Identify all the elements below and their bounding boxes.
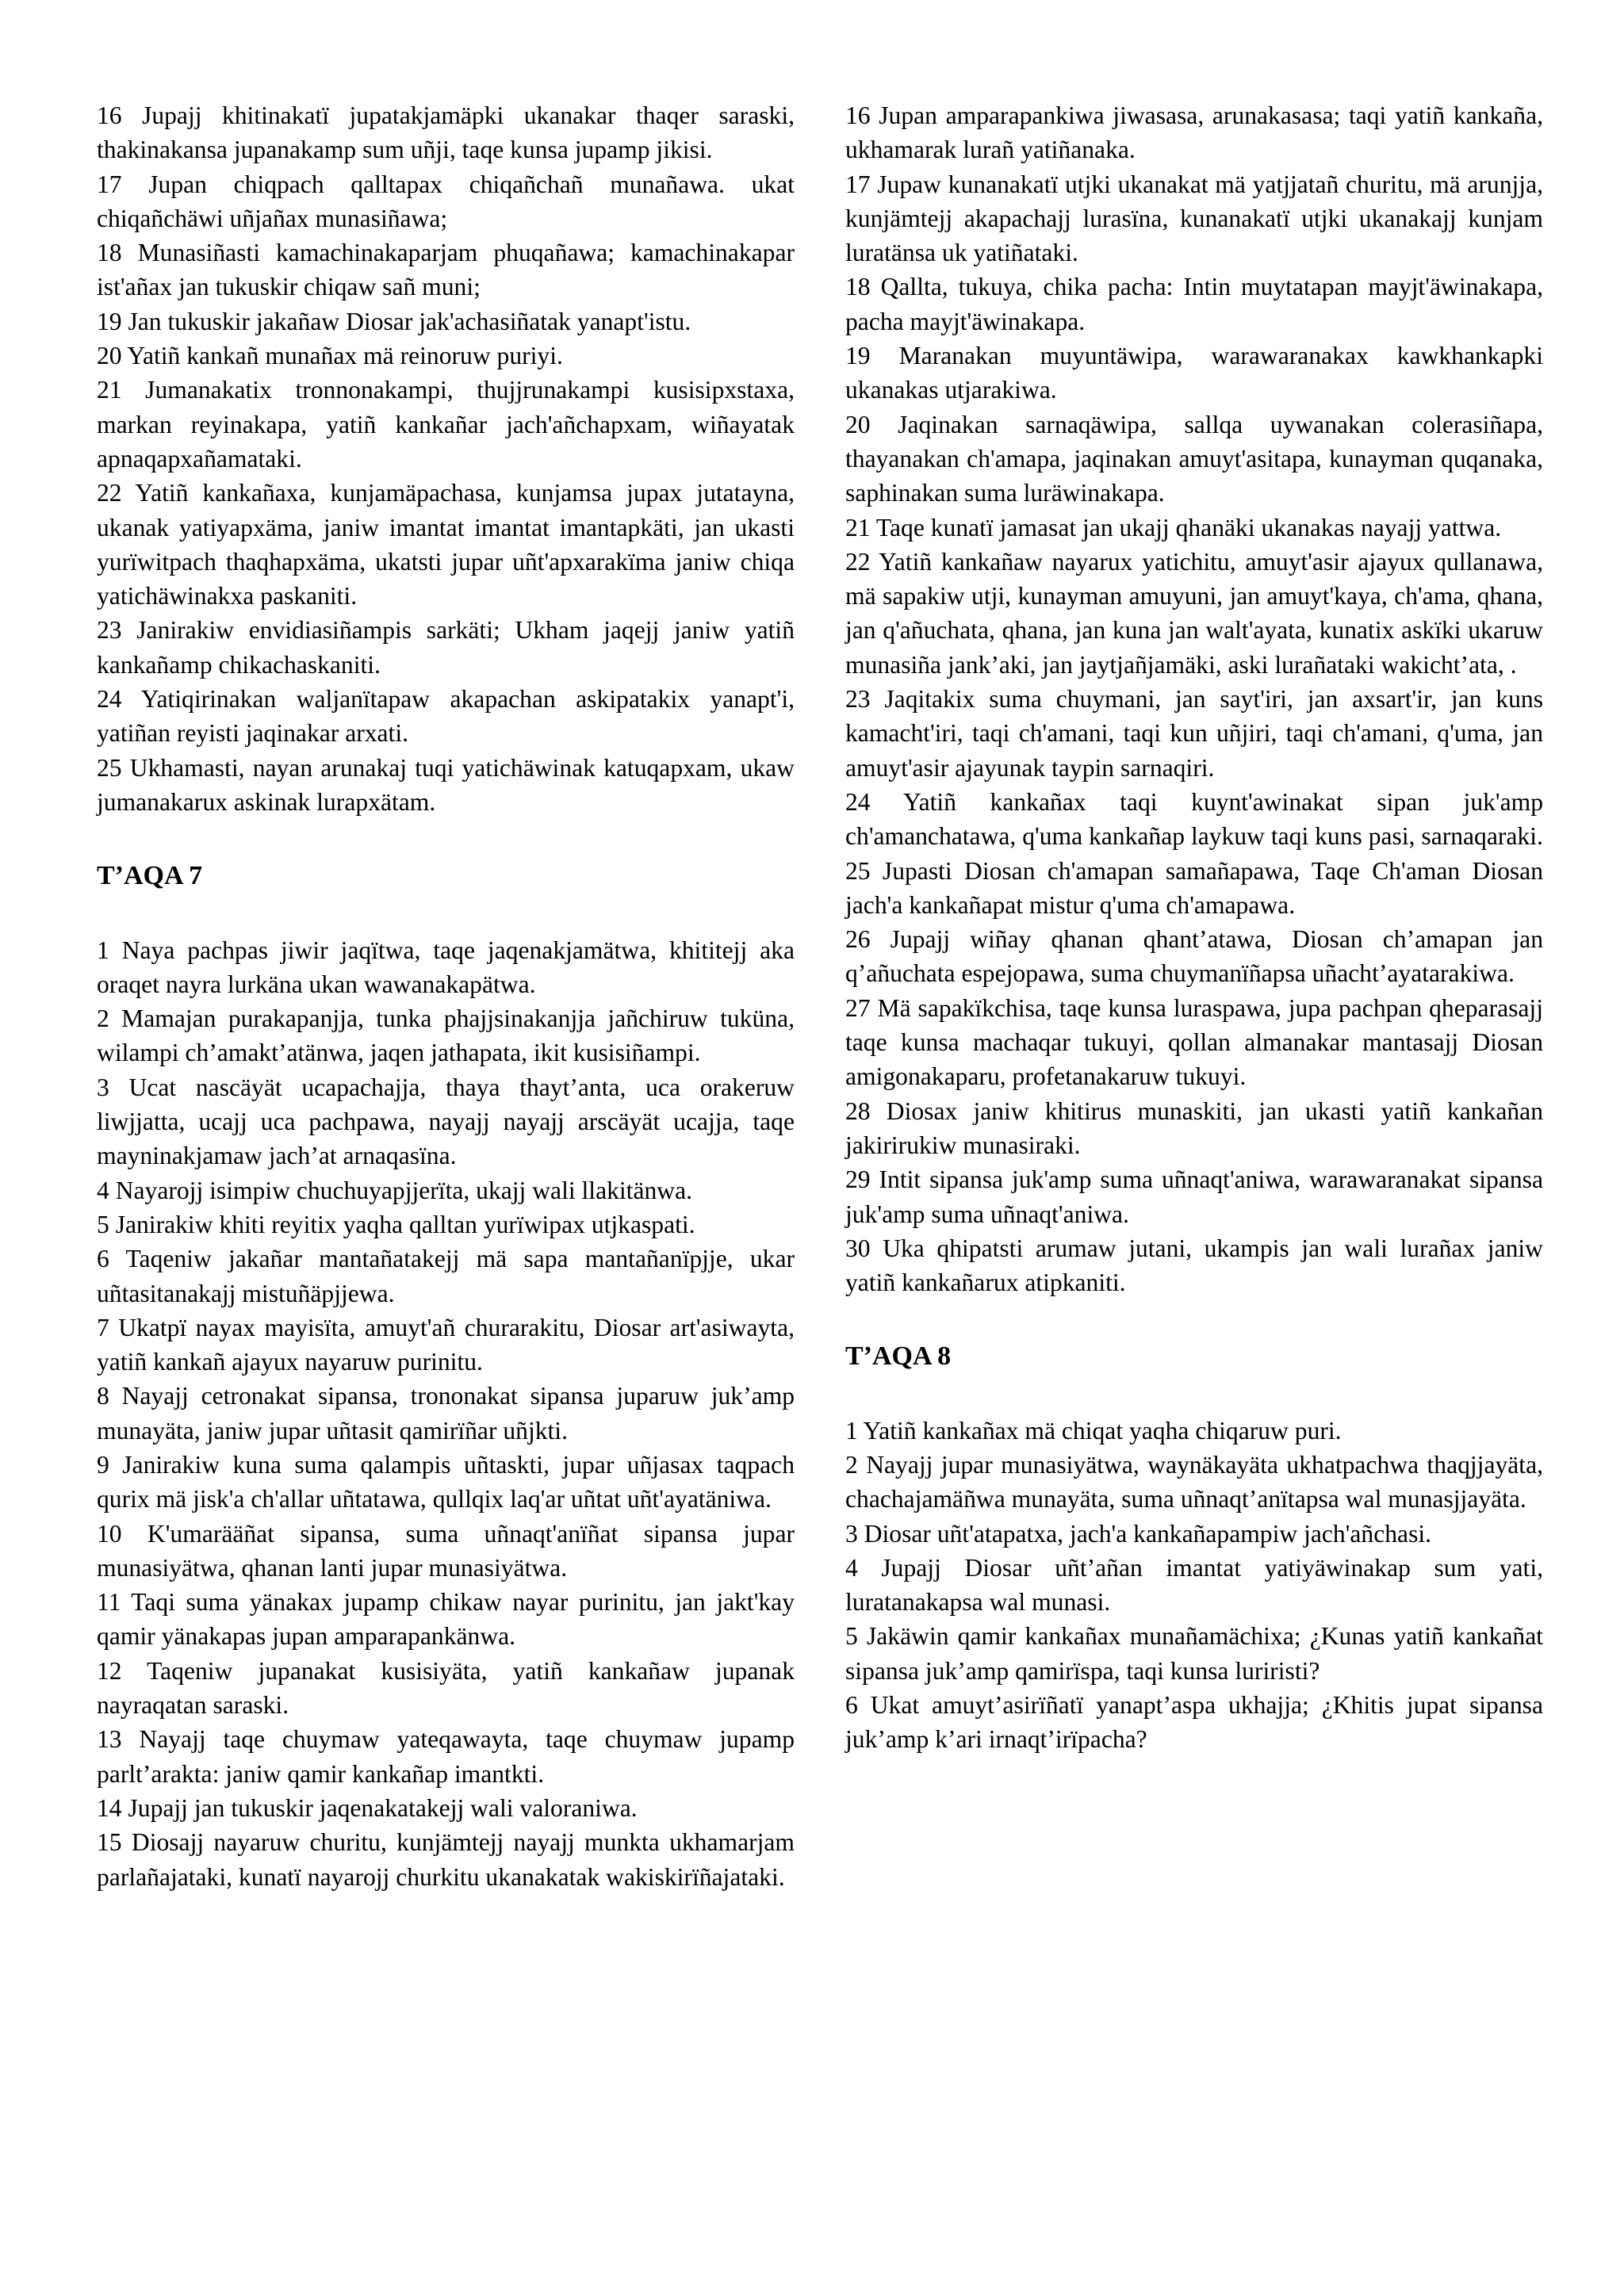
verse-paragraph: 21 Taqe kunatï jamasat jan ukajj qhanäki ukanakas nayajj yattwa. — [845, 513, 1502, 541]
verse-paragraph: 24 Yatiñ kankañax taqi kuynt'awinakat sipan juk'amp ch'amanchatawa, q'uma kankañap laykuw taqi kuns pasi, sarnaqaraki. — [845, 787, 1543, 851]
chapter-heading: T’AQA 7 — [97, 861, 203, 891]
verse-paragraph: 23 Janirakiw envidiasiñampis sarkäti; Ukham jaqejj janiw yatiñ kankañamp chikachaskaniti. — [97, 616, 795, 679]
verse-paragraph: 4 Jupajj Diosar uñt’añan imantat yatiyäwinakap sum yati, luratanakapsa wal munasi. — [845, 1553, 1543, 1617]
verse-paragraph: 7 Ukatpï nayax mayisïta, amuyt'añ churarakitu, Diosar art'asiwayta, yatiñ kankañ ajayux nayaruw purinitu. — [97, 1313, 795, 1376]
verse-paragraph: 21 Jumanakatix tronnonakampi, thujjrunakampi kusisipxstaxa, markan reyinakapa, yatiñ kankañar jach'añchapxam, wiñayatak apnaqapxañamataki. — [97, 376, 795, 473]
verse-paragraph: 25 Jupasti Diosan ch'amapan samañapawa, Taqe Ch'aman Diosan jach'a kankañapat mistur q'uma ch'amapawa. — [845, 856, 1543, 919]
verse-paragraph: 29 Intit sipansa juk'amp suma uñnaqt'aniwa, warawaranakat sipansa juk'amp suma uñnaqt'aniwa. — [845, 1165, 1543, 1228]
verse-paragraph: 19 Jan tukuskir jakañaw Diosar jak'achasiñatak yanapt'istu. — [97, 307, 691, 335]
left-column — [97, 98, 795, 1894]
verse-paragraph: 18 Qallta, tukuya, chika pacha: Intin muytatapan mayjt'äwinakapa, pacha mayjt'äwinakapa. — [845, 273, 1543, 335]
verse-paragraph: 6 Ukat amuyt’asirïñatï yanapt’aspa ukhajja; ¿Khitis jupat sipansa juk’amp k’ari irnaqt’irïpacha? — [845, 1691, 1543, 1754]
verse-paragraph: 1 Naya pachpas jiwir jaqïtwa, taqe jaqenakjamätwa, khititejj aka oraqet nayra lurkäna ukan wawanakapätwa. — [97, 936, 795, 998]
verse-paragraph: 5 Janirakiw khiti reyitix yaqha qalltan yurïwipax utjkaspati. — [97, 1210, 695, 1238]
verse-paragraph: 19 Maranakan muyuntäwipa, warawaranakax kawkhankapki ukanakas utjarakiwa. — [845, 342, 1543, 404]
verse-paragraph: 26 Jupajj wiñay qhanan qhant’atawa, Diosan ch’amapan jan q’añuchata espejopawa, suma chuymanïñapsa uñacht’ayatarakiwa. — [845, 925, 1543, 988]
verse-group-after — [845, 1414, 1543, 1757]
verse-paragraph: 13 Nayajj taqe chuymaw yateqawayta, taqe chuymaw jupamp parlt’arakta: janiw qamir kankañap imantkti. — [97, 1725, 795, 1788]
verse-paragraph: 3 Ucat nascäyät ucapachajja, thaya thayt’anta, uca orakeruw liwjjatta, ucajj uca pachpawa, nayajj nayajj arscäyät ucajja, taqe mayninakjamaw jach’at arnaqasïna. — [97, 1073, 795, 1170]
verse-paragraph: 16 Jupan amparapankiwa jiwasasa, arunakasasa; taqi yatiñ kankaña, ukhamarak lurañ yatiñanaka. — [845, 101, 1543, 164]
verse-paragraph: 23 Jaqitakix suma chuymani, jan sayt'iri, jan axsart'ir, jan kuns kamacht'iri, taqi ch'amani, taqi kun uñjiri, taqi ch'amani, q'uma, jan amuyt'asir ajayunak taypin sarnaqiri. — [845, 685, 1543, 782]
verse-paragraph: 27 Mä sapakïkchisa, taqe kunsa luraspawa, jupa pachpan qheparasajj taqe kunsa machaqar tukuyi, qollan almanakar mantasajj Diosan amigonakaparu, profetanakaruw tukuyi. — [845, 993, 1543, 1091]
verse-paragraph: 17 Jupan chiqpach qalltapax chiqañchañ munañawa. ukat chiqañchäwi uñjañax munasiñawa; — [97, 170, 795, 232]
verse-paragraph: 1 Yatiñ kankañax mä chiqat yaqha chiqaruw puri. — [845, 1416, 1342, 1445]
verse-paragraph: 6 Taqeniw jakañar mantañatakejj mä sapa mantañanïpjje, ukar uñtasitanakajj mistuñäpjjewa. — [97, 1245, 795, 1307]
verse-paragraph: 18 Munasiñasti kamachinakaparjam phuqañawa; kamachinakapar ist'añax jan tukuskir chiqaw sañ muni; — [97, 239, 795, 301]
verse-paragraph: 5 Jakäwin qamir kankañax munañamächixa; ¿Kunas yatiñ kankañat sipansa juk’amp qamirïspa, taqi kunsa luriristi? — [845, 1622, 1543, 1685]
verse-paragraph: 15 Diosajj nayaruw churitu, kunjämtejj nayajj munkta ukhamarjam parlañajataki, kunatï nayarojj churkitu ukanakatak wakiskirïñajataki. — [97, 1828, 795, 1891]
verse-paragraph: 4 Nayarojj isimpiw chuchuyapjjerïta, ukajj wali llakitänwa. — [97, 1176, 693, 1204]
verse-paragraph: 30 Uka qhipatsti arumaw jutani, ukampis jan wali lurañax janiw yatiñ kankañarux atipkaniti. — [845, 1234, 1543, 1297]
verse-paragraph: 8 Nayajj cetronakat sipansa, trononakat sipansa juparuw juk’amp munayäta, janiw jupar uñtasit qamirïñar uñjkti. — [97, 1382, 795, 1445]
verse-paragraph: 16 Jupajj khitinakatï jupatakjamäpki ukanakar thaqer saraski, thakinakansa jupanakamp sum uñji, taqe kunsa jupamp jikisi. — [97, 101, 795, 164]
right-column — [845, 98, 1543, 1757]
verse-paragraph: 10 K'umarääñat sipansa, suma uñnaqt'anïñat sipansa jupar munasiyätwa, qhanan lanti jupar munasiyätwa. — [97, 1519, 795, 1582]
verse-paragraph: 22 Yatiñ kankañaxa, kunjamäpachasa, kunjamsa jupax jutatayna, ukanak yatiyapxäma, janiw imantat imantat imantapkäti, jan ukasti yurïwitpach thaqhapxäma, ukatsti jupar uñt'apxarakïma janiw chiqa yatichäwinakxa paskaniti. — [97, 479, 795, 610]
chapter-heading: T’AQA 8 — [845, 1341, 952, 1372]
verse-paragraph: 22 Yatiñ kankañaw nayarux yatichitu, amuyt'asir ajayux qullanawa, mä sapakiw utji, kunayman amuyuni, jan amuyt'kaya, ch'ama, qhana, jan q'añuchata, qhana, jan kuna jan walt'ayata, kunatix askïki ukaruw munasiña jank’aki, jan jaytjañjamäki, aski lurañataki wakicht’ata, . — [845, 547, 1543, 679]
verse-paragraph: 11 Taqi suma yänakax jupamp chikaw nayar purinitu, jan jakt'kay qamir yänakapas jupan amparapankänwa. — [97, 1588, 795, 1651]
verse-paragraph: 2 Nayajj jupar munasiyätwa, waynäkayäta ukhatpachwa thaqjjayäta, chachajamäñwa munayäta, suma uñnaqt’anïtapsa wal munasjjayäta. — [845, 1450, 1543, 1513]
verse-paragraph: 25 Ukhamasti, nayan arunakaj tuqi yatichäwinak katuqapxam, ukaw jumanakarux askinak lurapxätam. — [97, 753, 795, 816]
verse-paragraph: 2 Mamajan purakapanjja, tunka phajjsinakanjja jañchiruw tuküna, wilampi ch’amakt’atänwa, jaqen jathapata, ikit kusisiñampi. — [97, 1004, 795, 1067]
verse-paragraph: 28 Diosax janiw khitirus munaskiti, jan ukasti yatiñ kankañan jakirirukiw munasiraki. — [845, 1096, 1543, 1159]
verse-paragraph: 24 Yatiqirinakan waljanïtapaw akapachan askipatakix yanapt'i, yatiñan reyisti jaqinakar arxati. — [97, 685, 795, 748]
verse-paragraph: 20 Yatiñ kankañ munañax mä reinoruw puriyi. — [97, 342, 563, 370]
verse-paragraph: 9 Janirakiw kuna suma qalampis uñtaskti, jupar uñjasax taqpach qurix mä jisk'a ch'allar uñtatawa, qullqix laq'ar uñtat uñt'ayatäniwa. — [97, 1450, 795, 1513]
verse-group-after — [97, 933, 795, 1894]
verse-paragraph: 17 Jupaw kunanakatï utjki ukanakat mä yatjjatañ churitu, mä arunjja, kunjämtejj akapachajj lurasïna, kunanakatï utjki ukanakajj kunjam luratänsa uk yatiñataki. — [845, 170, 1543, 267]
verse-paragraph: 14 Jupajj jan tukuskir jaqenakatakejj wali valoraniwa. — [97, 1793, 638, 1822]
verse-group-before — [845, 98, 1543, 1299]
verse-paragraph: 3 Diosar uñt'atapatxa, jach'a kankañapampiw jach'añchasi. — [845, 1519, 1432, 1548]
verse-paragraph: 12 Taqeniw jupanakat kusisiyäta, yatiñ kankañaw jupanak nayraqatan saraski. — [97, 1656, 795, 1720]
verse-paragraph: 20 Jaqinakan sarnaqäwipa, sallqa uywanakan colerasiñapa, thayanakan ch'amapa, jaqinakan amuyt'asitapa, kunayman quqanaka, saphinakan suma luräwinakapa. — [845, 410, 1543, 507]
verse-group-before — [97, 98, 795, 819]
